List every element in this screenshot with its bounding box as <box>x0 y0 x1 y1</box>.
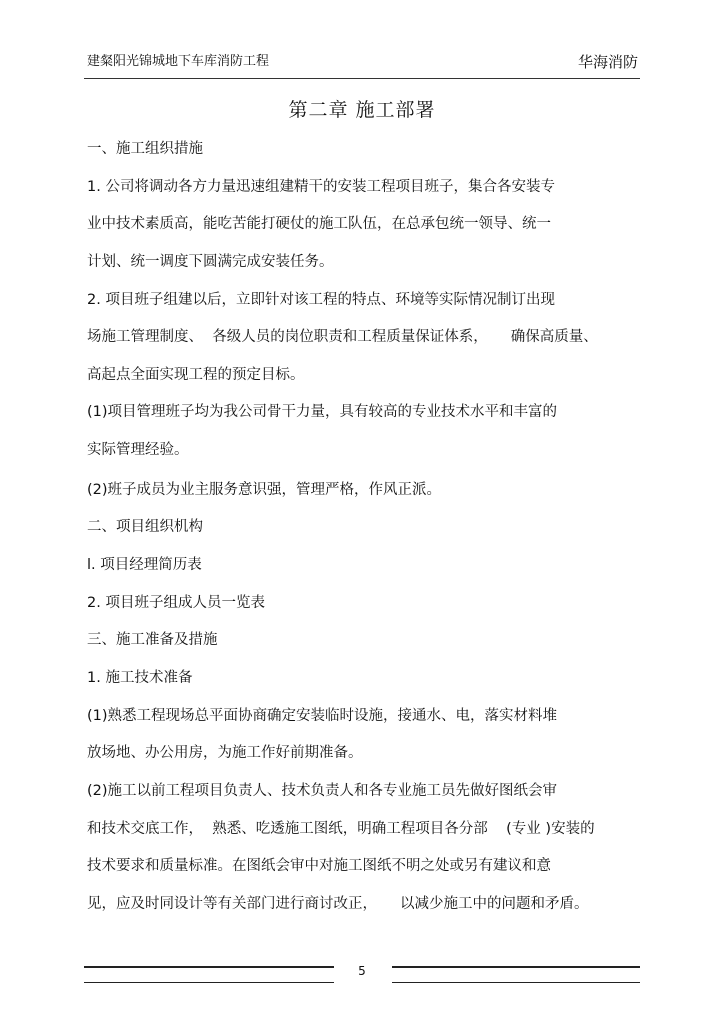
header-company-name: 华海消防 <box>577 53 638 71</box>
page-number: 5 <box>358 964 366 978</box>
footer-rule-left-bottom <box>84 982 334 983</box>
paragraph-line: 场施工管理制度、 各级人员的岗位职责和工程质量保证体系， 确保高质量、 <box>87 329 598 345</box>
paragraph-line: 高起点全面实现工程的预定目标。 <box>87 367 305 383</box>
section-heading: 三、施工准备及措施 <box>87 632 218 648</box>
paragraph-line: (1)熟悉工程现场总平面协商确定安装临时设施，接通水、电，落实材料堆 <box>87 708 558 724</box>
section-heading: 一、施工组织措施 <box>87 141 203 157</box>
header-project-title: 建粲阳光锦城地下车库消防工程 <box>87 54 270 69</box>
paragraph-line: 技术要求和质量标准。在图纸会审中对施工图纸不明之处或另有建议和意 <box>87 858 551 874</box>
paragraph-line: 业中技术素质高，能吃苦能打硬仗的施工队伍，在总承包统一领导、统一 <box>87 216 551 232</box>
chapter-title: 第二章 施工部署 <box>288 99 436 121</box>
list-item: l. 项目经理简历表 <box>87 557 202 573</box>
paragraph-line: 计划、统一调度下圆满完成安装任务。 <box>87 254 334 270</box>
paragraph-line: 见，应及时同设计等有关部门进行商讨改正， 以减少施工中的问题和矛盾。 <box>87 896 589 912</box>
paragraph-line: 实际管理经验。 <box>87 442 189 458</box>
paragraph-line: (1)项目管理班子均为我公司骨干力量，具有较高的专业技术水平和丰富的 <box>87 404 558 420</box>
paragraph-line: 2. 项目班子组建以后，立即针对该工程的特点、环境等实际情况制订出现 <box>87 292 555 308</box>
subsection-heading: 1. 施工技术准备 <box>87 670 193 686</box>
paragraph-line: (2)施工以前工程项目负责人、技术负责人和各专业施工员先做好图纸会审 <box>87 783 558 799</box>
paragraph-line: 1. 公司将调动各方力量迅速组建精干的安装工程项目班子，集合各安装专 <box>87 179 555 195</box>
section-heading: 二、项目组织机构 <box>87 519 203 535</box>
paragraph-line: 放场地、办公用房，为施工作好前期准备。 <box>87 745 363 761</box>
paragraph-line: 和技术交底工作， 熟悉、吃透施工图纸，明确工程项目各分部 (专业 )安装的 <box>87 821 595 837</box>
footer-rule-right-bottom <box>392 982 640 983</box>
list-item: 2. 项目班子组成人员一览表 <box>87 595 265 611</box>
header-divider <box>84 78 640 79</box>
paragraph-line: (2)班子成员为业主服务意识强，管理严格，作风正派。 <box>87 482 442 498</box>
